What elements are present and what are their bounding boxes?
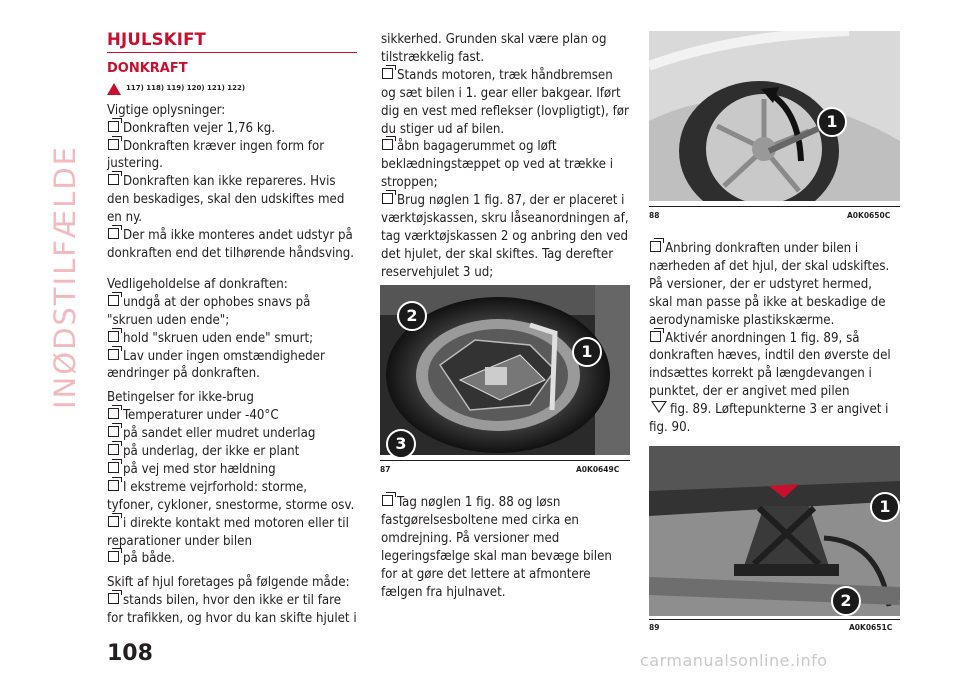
bullet-item: Donkraften kan ikke repareres. Hvis den beskadiges, skal den udskiftes med en ny. bbox=[107, 174, 345, 226]
bullet-item: på vej med stor hældning bbox=[107, 461, 357, 479]
bullet-item: på underlag, der ikke er plant bbox=[107, 443, 357, 461]
caption-line bbox=[649, 619, 900, 620]
callout-1: 1 bbox=[870, 492, 900, 522]
checkbox-bullet-icon bbox=[108, 331, 119, 342]
figure-code: A0K0650C bbox=[847, 211, 891, 220]
bullet-item: Donkraften vejer 1,76 kg. bbox=[107, 120, 357, 138]
column-1 bbox=[107, 31, 357, 628]
checkbox-bullet-icon bbox=[382, 193, 393, 204]
procedure-title: Skift af hjul foretages på følgende måde: bbox=[107, 575, 350, 591]
checkbox-bullet-icon bbox=[382, 495, 393, 506]
figure-number: 89 bbox=[649, 623, 660, 632]
bullet-item: Brug nøglen 1 fig. 87, der er placeret i værktøjskassen, skru låseanordningen af, tag værktøjskassen 2 og anbring den ved det hjulet, der skal skiftes. Tag derefter reservehjulet 3 ud; bbox=[381, 193, 629, 280]
figure-number: 88 bbox=[649, 211, 660, 220]
bullet-item: i direkte kontakt med motoren eller til reparationer under bilen bbox=[107, 515, 349, 549]
checkbox-bullet-icon bbox=[108, 228, 119, 239]
checkbox-bullet-icon bbox=[382, 139, 393, 150]
warning-icon bbox=[107, 83, 121, 95]
checkbox-bullet-icon bbox=[108, 121, 119, 132]
callout-1: 1 bbox=[572, 337, 602, 367]
bullet-item: Temperaturer under -40°C bbox=[107, 407, 357, 425]
figure-code: A0K0651C bbox=[849, 623, 893, 632]
figure-number: 87 bbox=[380, 465, 391, 474]
checkbox-bullet-icon bbox=[108, 593, 119, 604]
callout-2: 2 bbox=[397, 301, 427, 331]
checkbox-bullet-icon bbox=[108, 444, 119, 455]
bullet-item: I ekstreme vejrforhold: storme, tyfoner, cykloner, snestorme, storme osv. bbox=[107, 479, 355, 513]
callout-1: 1 bbox=[817, 107, 847, 137]
continued-text: sikkerhed. Grunden skal være plan og tilstrækkelig fast. bbox=[381, 32, 607, 65]
section-title: INØDSTILFÆLDE bbox=[48, 145, 82, 409]
checkbox-bullet-icon bbox=[650, 241, 661, 252]
column-2 bbox=[381, 31, 631, 282]
bullet-item: Der må ikke monteres andet udstyr på donkraften end det tilhørende håndsving. bbox=[107, 228, 355, 261]
checkbox-bullet-icon bbox=[108, 516, 119, 527]
bullet-item: Tag nøglen 1 fig. 88 og løsn fastgørelsesboltene med cirka en omdrejning. På versioner med legeringsfælge skal man bevæge bilen for at gøre det lettere at afmontere fælgen fra hjulnavet. bbox=[381, 495, 612, 600]
arrow-symbol-icon bbox=[651, 401, 667, 413]
bullet-item: Stands motoren, træk håndbremsen og sæt bilen i 1. gear eller bakgear. Iført dig en vest med reflekser (lovpligtigt), før du stiger ud af bilen. bbox=[381, 67, 629, 137]
bullet-item: Aktivér anordningen 1 fig. 89, så donkraften hæves, indtil den øverste del indsættes korrekt på længdevangen i punktet, der er angivet med pilen fig. 89. Løftepunkterne 3 er angivet i fig. 90. bbox=[649, 330, 891, 436]
checkbox-bullet-icon bbox=[108, 408, 119, 419]
checkbox-bullet-icon bbox=[650, 331, 661, 342]
checkbox-bullet-icon bbox=[108, 480, 119, 491]
caption-line bbox=[649, 206, 900, 207]
page-heading: HJULSKIFT bbox=[107, 31, 357, 53]
jack-illustration bbox=[649, 446, 900, 616]
checkbox-bullet-icon bbox=[108, 139, 119, 150]
wheel-key-illustration bbox=[649, 31, 900, 201]
callout-2: 2 bbox=[831, 586, 861, 616]
watermark: carmanualsonline.info bbox=[640, 651, 828, 670]
bullet-item: åbn bagagerummet og løft beklædningstæppet op ved at trække i stroppen; bbox=[381, 139, 613, 191]
figure-code: A0K0649C bbox=[576, 465, 620, 474]
checkbox-bullet-icon bbox=[108, 349, 119, 360]
subheading: DONKRAFT bbox=[107, 60, 188, 76]
checkbox-bullet-icon bbox=[108, 462, 119, 473]
bullet-item: Donkraften kræver ingen form for justering. bbox=[107, 138, 325, 172]
page-number: 108 bbox=[107, 641, 153, 666]
bullet-item: på både. bbox=[107, 550, 357, 568]
maintenance-title: Vedligeholdelse af donkraften: bbox=[107, 276, 288, 292]
warning-references bbox=[107, 80, 357, 98]
checkbox-bullet-icon bbox=[108, 174, 119, 185]
caption-line bbox=[380, 460, 630, 461]
column-3 bbox=[649, 240, 899, 437]
column-2-after-figure bbox=[381, 494, 631, 601]
section-side-tab bbox=[50, 34, 80, 514]
bullet-item: stands bilen, hvor den ikke er til fare for trafikken, og hvor du kan skifte hjulet i bbox=[107, 593, 357, 627]
checkbox-bullet-icon bbox=[382, 68, 393, 79]
checkbox-bullet-icon bbox=[108, 551, 119, 562]
conditions-title: Betingelser for ikke-brug bbox=[107, 390, 254, 406]
bullet-item: Lav under ingen omstændigheder ændringer på donkraften. bbox=[107, 348, 325, 382]
bullet-item: undgå at der ophobes snavs på "skruen uden ende"; bbox=[107, 294, 311, 328]
bullet-item: hold "skruen uden ende" smurt; bbox=[107, 330, 357, 348]
checkbox-bullet-icon bbox=[108, 426, 119, 437]
warning-refs-text: 117) 118) 119) 120) 121) 122) bbox=[126, 83, 246, 92]
bullet-item: Anbring donkraften under bilen i nærheden af det hjul, der skal udskiftes. På versioner, der er udstyret hermed, skal man passe på ikke at beskadige de aerodynamiske plastikskærme. bbox=[649, 241, 890, 328]
intro-text: Vigtige oplysninger: bbox=[107, 102, 226, 118]
callout-3: 3 bbox=[386, 429, 416, 459]
bullet-item: på sandet eller mudret underlag bbox=[107, 425, 357, 443]
checkbox-bullet-icon bbox=[108, 295, 119, 306]
